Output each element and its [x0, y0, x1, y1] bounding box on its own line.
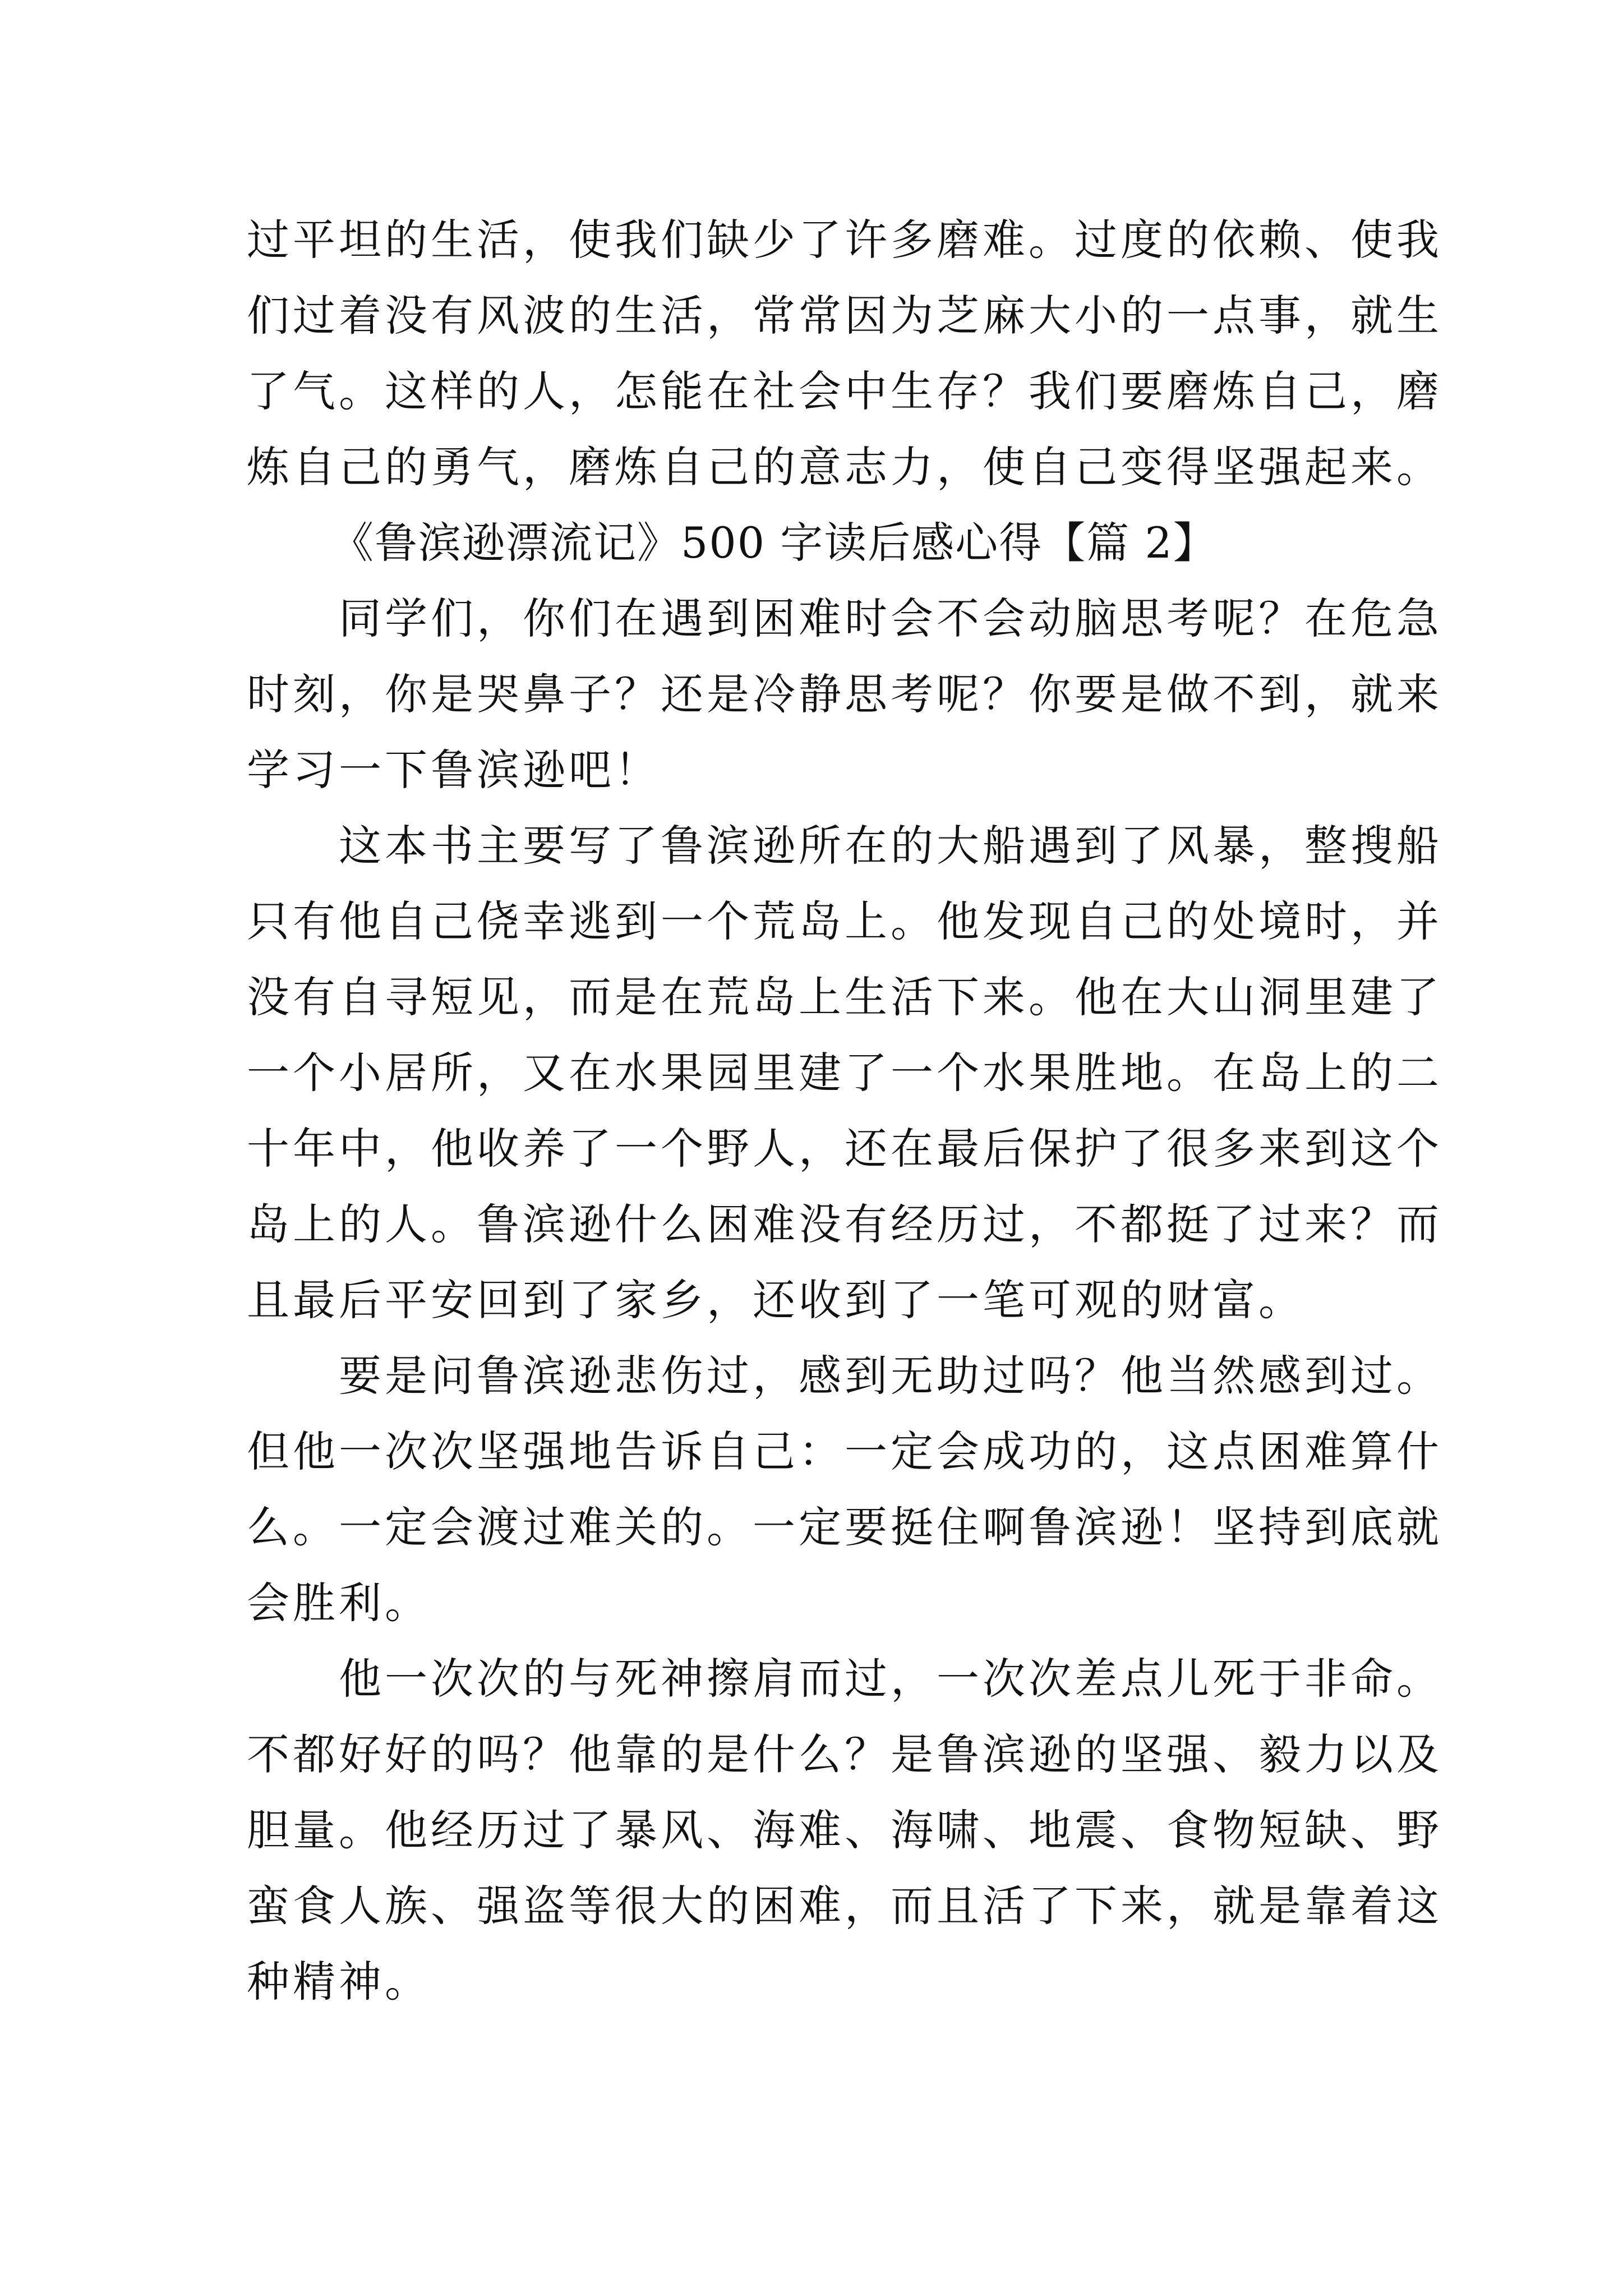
text-line: 炼自己的勇气，磨炼自己的意志力，使自己变得坚强起来。 [247, 442, 1442, 492]
text-line: 这本书主要写了鲁滨逊所在的大船遇到了风暴，整搜船 [247, 821, 1442, 871]
text-line: 岛上的人。鲁滨逊什么困难没有经历过，不都挺了过来？而 [247, 1199, 1442, 1249]
text-line: 们过着没有风波的生活，常常因为芝麻大小的一点事，就生 [247, 291, 1442, 341]
text-line: 十年中，他收养了一个野人，还在最后保护了很多来到这个 [247, 1124, 1442, 1174]
text-line: 么。一定会渡过难关的。一定要挺住啊鲁滨逊！坚持到底就 [247, 1502, 1442, 1552]
text-line: 不都好好的吗？他靠的是什么？是鲁滨逊的坚强、毅力以及 [247, 1729, 1442, 1779]
section-title: 《鲁滨逊漂流记》500 字读后感心得【篇 2】 [331, 518, 1217, 568]
text-line: 只有他自己侥幸逃到一个荒岛上。他发现自己的处境时，并 [247, 896, 1442, 946]
text-line: 会胜利。 [247, 1578, 431, 1628]
text-line: 胆量。他经历过了暴风、海难、海啸、地震、食物短缺、野 [247, 1805, 1442, 1855]
text-line: 但他一次次坚强地告诉自己：一定会成功的，这点困难算什 [247, 1427, 1442, 1476]
text-line: 过平坦的生活，使我们缺少了许多磨难。过度的依赖、使我 [247, 215, 1442, 265]
text-line: 且最后平安回到了家乡，还收到了一笔可观的财富。 [247, 1275, 1304, 1325]
text-line: 一个小居所，又在水果园里建了一个水果胜地。在岛上的二 [247, 1048, 1442, 1098]
text-line: 学习一下鲁滨逊吧！ [247, 745, 661, 795]
text-line: 蛮食人族、强盗等很大的困难，而且活了下来，就是靠着这 [247, 1881, 1442, 1931]
text-line: 种精神。 [247, 1957, 431, 2007]
text-line: 时刻，你是哭鼻子？还是冷静思考呢？你要是做不到，就来 [247, 669, 1442, 719]
text-line: 了气。这样的人，怎能在社会中生存？我们要磨炼自己，磨 [247, 366, 1442, 416]
text-line: 他一次次的与死神擦肩而过，一次次差点儿死于非命。 [247, 1654, 1442, 1704]
document-body [247, 202, 1442, 2019]
text-line: 没有自寻短见，而是在荒岛上生活下来。他在大山洞里建了 [247, 972, 1442, 1022]
text-line: 要是问鲁滨逊悲伤过，感到无助过吗？他当然感到过。 [247, 1351, 1442, 1401]
text-line: 同学们，你们在遇到困难时会不会动脑思考呢？在危急 [247, 593, 1442, 643]
